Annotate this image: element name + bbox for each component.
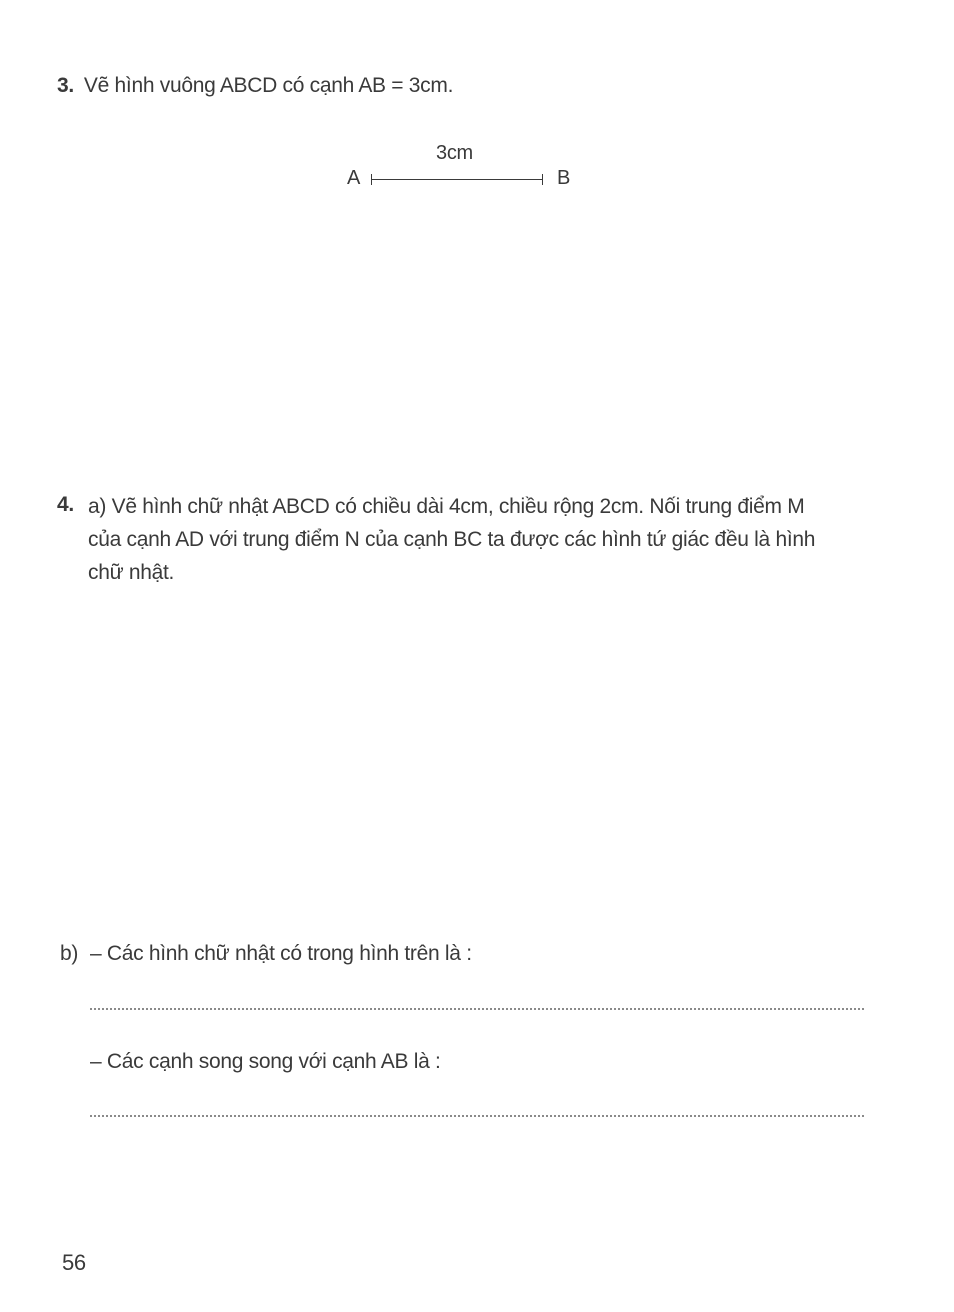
exercise-4-number: 4. bbox=[57, 493, 74, 516]
exercise-4a-line-1: a) Vẽ hình chữ nhật ABCD có chiều dài 4cm, chiều rộng 2cm. Nối trung điểm M bbox=[88, 495, 805, 518]
answer-line-1[interactable] bbox=[90, 1008, 864, 1010]
exercise-3-text: Vẽ hình vuông ABCD có cạnh AB = 3cm. bbox=[83, 74, 454, 97]
part-b-question-2: – Các cạnh song song với cạnh AB là : bbox=[90, 1050, 441, 1073]
segment-length-label: 3cm bbox=[436, 142, 473, 164]
exercise-3-heading bbox=[57, 74, 453, 98]
exercise-4a-text bbox=[88, 490, 878, 589]
answer-line-2[interactable] bbox=[90, 1115, 864, 1117]
part-b-label: b) bbox=[60, 942, 79, 965]
exercise-4a-line-2: của cạnh AD với trung điểm N của cạnh BC ta được các hình tứ giác đều là hình bbox=[88, 528, 816, 551]
part-b-question-1: – Các hình chữ nhật có trong hình trên là : bbox=[90, 942, 472, 965]
segment-right-tick bbox=[542, 174, 543, 185]
page-number: 56 bbox=[62, 1250, 86, 1275]
point-a-label: A bbox=[347, 167, 361, 189]
segment-ab-line bbox=[371, 179, 542, 180]
exercise-4a-line-3: chữ nhật. bbox=[88, 561, 175, 584]
exercise-3-number: 3. bbox=[57, 74, 74, 97]
point-b-label: B bbox=[557, 167, 571, 189]
segment-ab-figure bbox=[340, 140, 580, 200]
